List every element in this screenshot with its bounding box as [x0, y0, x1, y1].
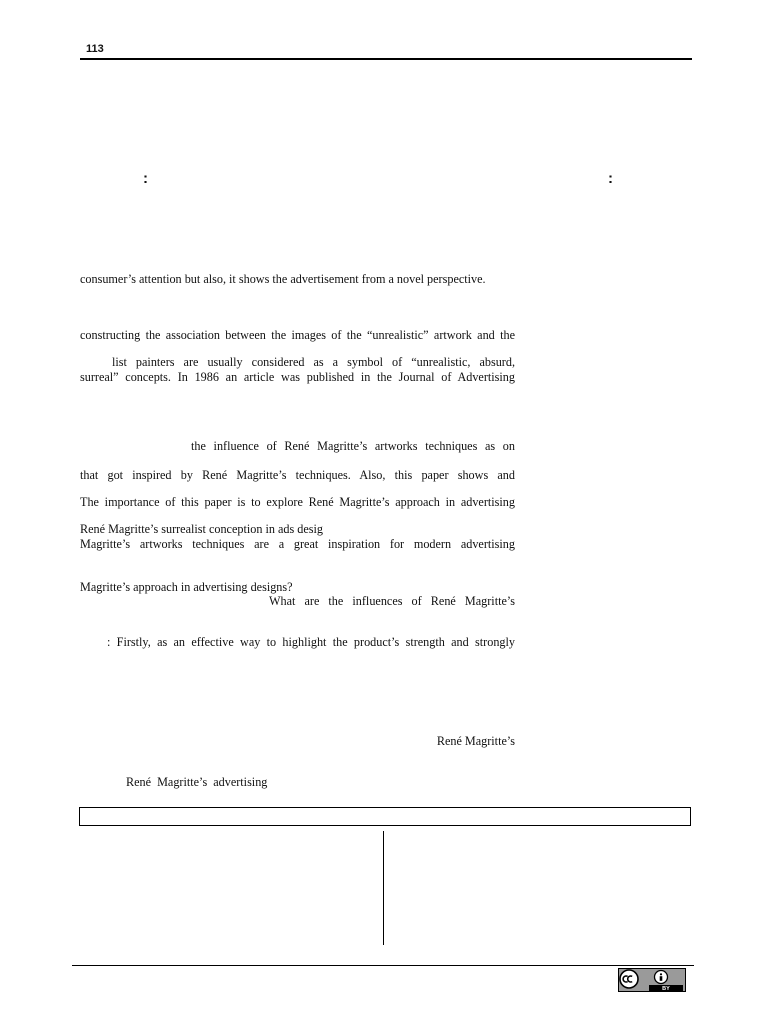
body-line: The importance of this paper is to explore René Magritte’s approach in advertising — [80, 495, 515, 509]
title-colon-left: : — [143, 170, 148, 187]
footer-rule — [72, 965, 694, 966]
body-line: the influence of René Magritte’s artworks techniques as on — [191, 439, 515, 453]
body-line: surreal” concepts. In 1986 an article was published in the Journal of Advertising — [80, 370, 515, 384]
header-rule — [80, 58, 692, 60]
body-line: constructing the association between the images of the “unrealistic” artwork and the — [80, 328, 515, 342]
cc-by-label: BY — [662, 986, 670, 991]
body-line: that got inspired by René Magritte’s techniques. Also, this paper shows and — [80, 468, 515, 482]
body-line: René Magritte’s surrealist conception in ads desig — [80, 522, 324, 536]
keywords-box — [79, 807, 691, 826]
body-line: list painters are usually considered as a symbol of “unrealistic, absurd, — [112, 355, 515, 369]
body-line: René Magritte’s advertising — [126, 775, 268, 789]
column-divider — [383, 831, 384, 945]
page-number: 113 — [86, 43, 104, 55]
cc-by-license-badge — [618, 968, 686, 992]
cc-by-icon — [619, 969, 685, 991]
title-colon-right: : — [608, 170, 613, 187]
body-line: : Firstly, as an effective way to highlight the product’s strength and strongly — [107, 635, 515, 649]
body-line: Magritte’s approach in advertising designs? — [80, 580, 293, 594]
body-line: What are the influences of René Magritte’s — [269, 594, 515, 608]
body-line: René Magritte’s — [436, 734, 515, 748]
body-line: consumer’s attention but also, it shows the advertisement from a novel perspective. — [80, 272, 486, 286]
body-line: Magritte’s artworks techniques are a great inspiration for modern advertising — [80, 537, 515, 551]
